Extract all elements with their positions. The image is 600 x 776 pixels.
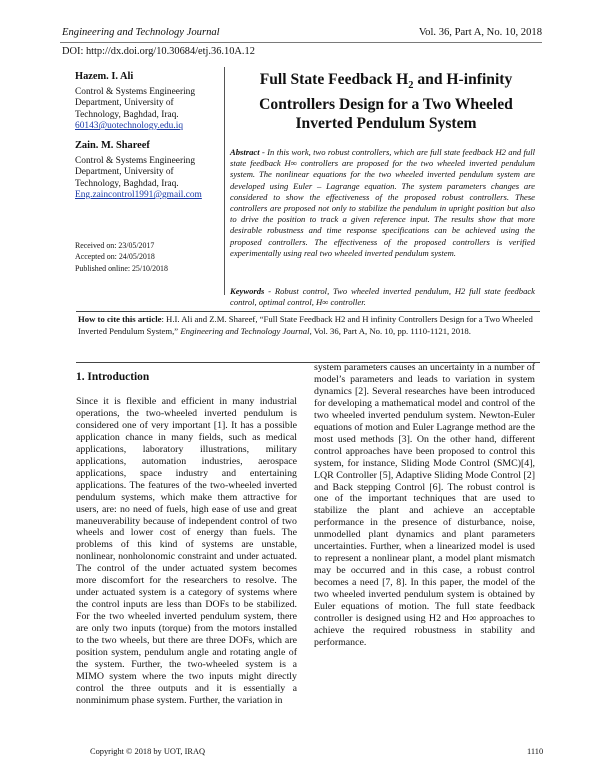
citation	[78, 314, 536, 337]
keywords-label: Keywords -	[230, 286, 272, 296]
cite-journal: Engineering and Technology Journal	[180, 325, 310, 336]
title-subscript: 2	[408, 80, 414, 92]
paper-title	[232, 70, 540, 133]
author-1	[75, 71, 220, 133]
title-part-1: Full State Feedback H	[259, 71, 409, 88]
title-part-2: and H-infinity Controllers Design for a Two Wheeled Inverted Pendulum System	[259, 71, 513, 133]
cite-label: How to cite this article	[78, 314, 162, 324]
journal-name: Engineering and Technology Journal	[62, 27, 220, 38]
cite-tail: , Vol. 36, Part A, No. 10, pp. 1110-1121, 2018.	[309, 325, 471, 336]
header-rule	[60, 42, 542, 43]
doi-link[interactable]: DOI: http://dx.doi.org/10.30684/etj.36.10A.12	[62, 46, 255, 57]
accepted-date: Accepted on: 24/05/2018	[75, 252, 155, 262]
author-2-name: Zain. M. Shareef	[75, 140, 150, 151]
abstract-label: Abstract -	[230, 147, 265, 157]
cite-text: : H.I. Ali and Z.M. Shareef, “Full State Feedback H2 and H infinity Controllers Design for a Two Wheeled Inverted Pendulum System,”	[78, 314, 533, 336]
article-dates	[75, 240, 168, 274]
author-2-affiliation: Control & Systems Engineering Department, University of Technology, Baghdad, Iraq.	[75, 155, 196, 189]
author-1-affiliation: Control & Systems Engineering Department, University of Technology, Baghdad, Iraq.	[75, 86, 196, 120]
cite-rule-top	[76, 311, 540, 312]
body-column-left: Since it is flexible and efficient in many industrial operations, the two-wheeled inverted pendulum is considered one of very important [1]. It has a possible application chance in many fields, such as medical applications, laboratory illustrations, military applications, automation industries, aerospace applications, space industry and entertaining applications. The features of the two-wheeled inverted pendulum systems, which make them attractive for users, are: no need of fuels, high ease of use and great maneuverability because of independent control of two wheels and lower cost of energy than fuels. The problems of this kind of systems are unstable, nonlinear, nonholonomic constraint and under actuated. The control of the under actuated system becomes more discomfort for the researchers to resolve. The under actuated system is a category of systems where the control inputs are less than DOFs to be stabilized. For the two wheeled inverted pendulum system, there are only two inputs (torque) from the motors installed to the two wheels, but there are three DOFs, which are position system, pendulum angle and rotating angle of the system. Further, the two-wheeled system is a MIMO system where the two inputs might directly control the three outputs and it is essentially a nonminimum phase system. Further, the variation in	[76, 396, 297, 706]
received-date: Received on: 23/05/2017	[75, 241, 155, 250]
author-2	[75, 140, 220, 202]
published-date: Published online: 25/10/2018	[75, 263, 168, 273]
page-number: 1110	[527, 747, 544, 756]
section-heading: 1. Introduction	[76, 371, 150, 383]
volume-info: Vol. 36, Part A, No. 10, 2018	[418, 27, 542, 38]
abstract-text: In this work, two robust controllers, which are full state feedback H2 and full state feedback H∞ controllers are proposed for the two wheeled inverted pendulum system. The nonlinear equations for the two wheeled inverted pendulum system are developed using Euler – Lagrange equation. The system parameters changes are considered to show the effectiveness of the proposed robust controllers. These controllers are proposed not only to stabilize the pendulum in upright position but also to drive the position to track a given reference input. The results show that more desirable robustness and time response specifications can be achieved using the proposed controllers. The effectiveness of the proposed controllers is verified experimentally using real two wheeled inverted pendulum system.	[230, 147, 535, 258]
body-column-right: system parameters causes an uncertainty in a number of model’s parameters and leads to variation in system dynamics [2]. Several researches have been introduced for developing a mathematical model and control of the two wheeled inverted pendulum system. Newton-Euler equations of motion and Euler Lagrange method are the most used methods [3]. On the other hand, different control approaches have been proposed to control this system, for instance, Sliding Mode Control (SMC)[4], LQR Controller [5], Adaptive Sliding Mode Control [2] and Back stepping Control [6]. The robust control is one of the important techniques that are used to stabilize the plant and achieve an acceptable performance in the presence of disturbance, noise, unmodelled plant dynamics and plant parameters uncertainties. Further, when a linearized model is used to represent a nonlinear plant, a model plant mismatch may be occurred and in this case, a robust control becomes a need [7, 8]. In this paper, the model of the two wheeled inverted pendulum system is obtained by Euler equations of motion. The full state feedback controller is designed using H2 and H∞ approaches to achieve the required robustness in stability and performance.	[314, 362, 535, 648]
copyright: Copyright © 2018 by UOT, IRAQ	[90, 747, 206, 756]
author-2-email[interactable]: Eng.zaincontrol1991@gmail.com	[75, 190, 202, 200]
abstract	[230, 147, 535, 259]
keywords	[230, 286, 535, 308]
column-divider	[224, 67, 225, 295]
keywords-text: Robust control, Two wheeled inverted pendulum, H2 full state feedback control, optimal control, H∞ controller.	[230, 286, 536, 308]
author-1-email[interactable]: 60143@uotechnology.edu.iq	[75, 121, 184, 131]
author-1-name: Hazem. I. Ali	[75, 71, 134, 82]
